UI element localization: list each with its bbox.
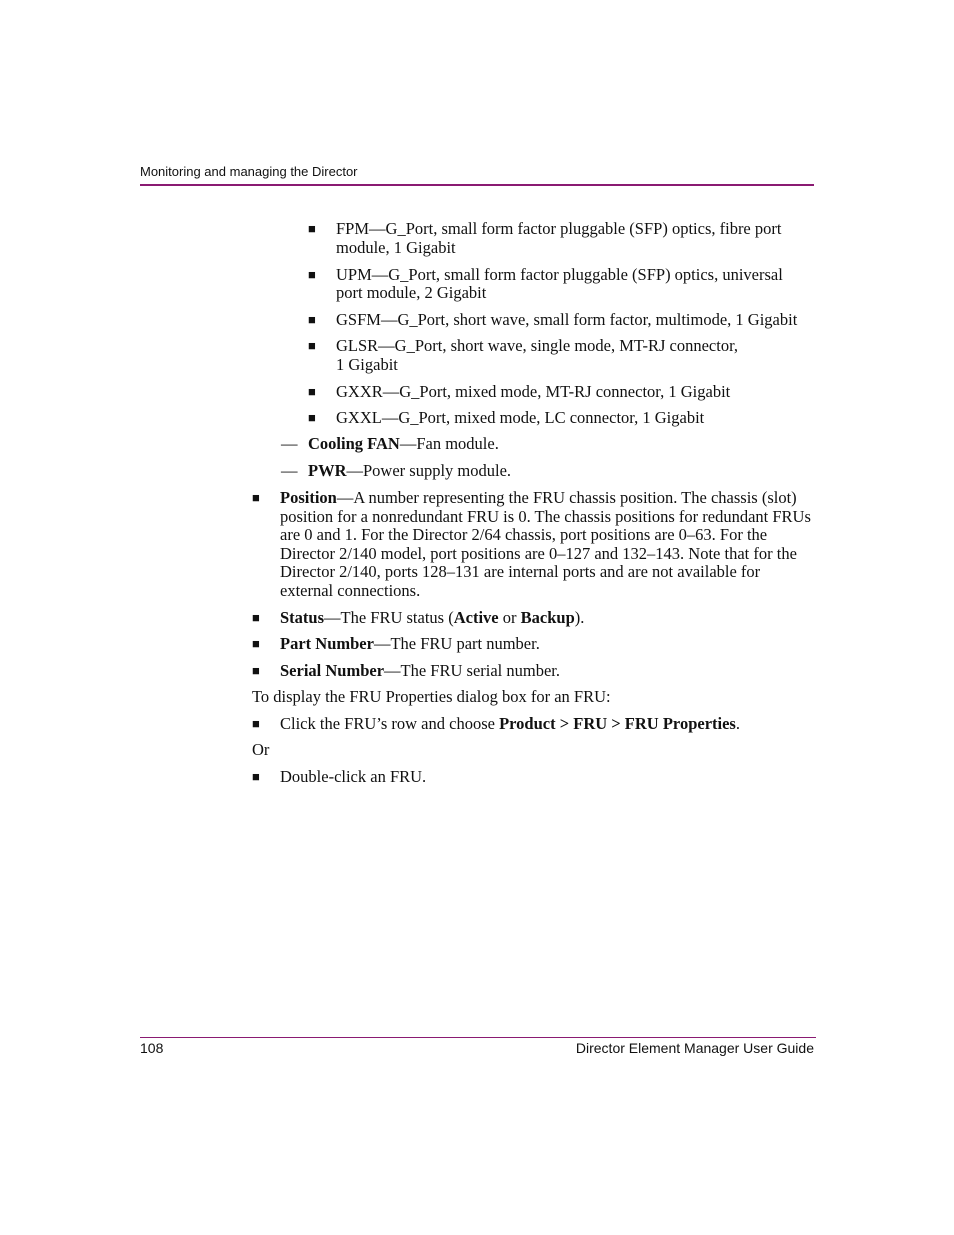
glsr-line1: GLSR—G_Port, short wave, single mode, MT-RJ connector,	[336, 336, 739, 355]
instruction-text: To display the FRU Properties dialog box for an FRU:	[252, 687, 611, 706]
or-text: Or	[252, 740, 270, 759]
fpm-line1: FPM—G_Port, small form factor pluggable (SFP) optics, fibre port	[336, 219, 782, 238]
serial-number-desc: —The FRU serial number.	[384, 661, 561, 680]
position-desc: —A number representing the FRU chassis position. The chassis (slot) position for a nonredundant FRU is 0. The chassis positions for redundant FRUs are 0 and 1. For the Director 2/64 chassis, port positions are 0–63. For the Director 2/140 model, port positions are 0–127 and 132–143. Note that for the Director 2/140, ports 128–131 are internal ports and are not available for external connections.	[280, 488, 811, 600]
header-rule	[140, 184, 814, 186]
position-item	[280, 489, 814, 601]
upm-line2: port module, 2 Gigabit	[336, 283, 487, 302]
dash-marker: —	[281, 461, 298, 480]
bullet-marker: ■	[252, 716, 260, 731]
cooling-fan-item	[308, 435, 499, 454]
position-term: Position	[280, 488, 337, 507]
gsfm-line: GSFM—G_Port, short wave, small form factor, multimode, 1 Gigabit	[336, 310, 798, 329]
bullet-marker: ■	[252, 663, 260, 678]
serial-number-item	[280, 662, 560, 681]
part-number-desc: —The FRU part number.	[373, 634, 540, 653]
dash-marker: —	[281, 434, 298, 453]
pwr-item	[308, 462, 511, 481]
fpm-line2: module, 1 Gigabit	[336, 238, 456, 257]
bullet-marker: ■	[308, 267, 316, 282]
bullet-marker: ■	[252, 490, 260, 505]
click-item	[280, 715, 740, 734]
status-active: Active	[453, 608, 499, 627]
bullet-marker: ■	[252, 636, 260, 651]
pwr-term: PWR	[308, 461, 347, 480]
bullet-marker: ■	[308, 312, 316, 327]
bullet-marker: ■	[308, 384, 316, 399]
serial-number-term: Serial Number	[280, 661, 385, 680]
status-or: or	[498, 608, 521, 627]
footer-rule	[140, 1037, 816, 1038]
status-end: ).	[574, 608, 585, 627]
part-number-term: Part Number	[280, 634, 374, 653]
page-number: 108	[140, 1040, 164, 1056]
gxxr-line: GXXR—G_Port, mixed mode, MT-RJ connector, 1 Gigabit	[336, 382, 731, 401]
status-item	[280, 609, 584, 628]
bullet-marker: ■	[252, 610, 260, 625]
status-desc: —The FRU status (	[324, 608, 454, 627]
glsr-line2: 1 Gigabit	[336, 355, 398, 374]
upm-line1: UPM—G_Port, small form factor pluggable (SFP) optics, universal	[336, 265, 783, 284]
status-term: Status	[280, 608, 325, 627]
pwr-desc: —Power supply module.	[346, 461, 512, 480]
part-number-item	[280, 635, 540, 654]
bullet-marker: ■	[308, 338, 316, 353]
bullet-marker: ■	[308, 221, 316, 236]
cooling-fan-term: Cooling FAN	[308, 434, 400, 453]
cooling-fan-desc: —Fan module.	[399, 434, 499, 453]
menu-path: Product > FRU > FRU Properties	[499, 714, 736, 733]
click-text: Click the FRU’s row and choose	[280, 714, 500, 733]
book-title: Director Element Manager User Guide	[575, 1040, 814, 1056]
status-backup: Backup	[520, 608, 575, 627]
double-click-item: Double-click an FRU.	[280, 767, 427, 786]
click-end: .	[735, 714, 740, 733]
bullet-marker: ■	[252, 769, 260, 784]
running-header: Monitoring and managing the Director	[140, 164, 358, 179]
bullet-marker: ■	[308, 410, 316, 425]
gxxl-line: GXXL—G_Port, mixed mode, LC connector, 1 Gigabit	[336, 408, 705, 427]
